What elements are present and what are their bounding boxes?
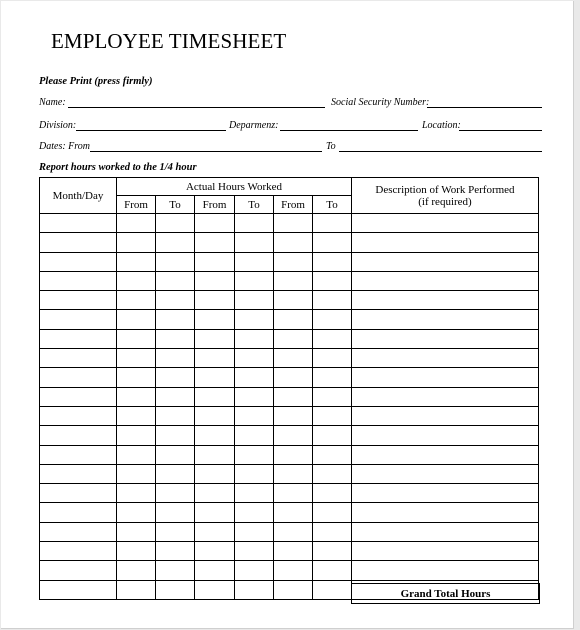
dates-from-field[interactable] (90, 151, 322, 152)
timesheet-body (40, 214, 539, 600)
description-cell[interactable] (352, 503, 539, 522)
month-day-header: Month/Day (40, 178, 117, 214)
to-cell-3[interactable] (313, 484, 352, 503)
month-day-cell[interactable] (40, 310, 117, 329)
to-header-1: To (156, 196, 195, 214)
from-cell-3[interactable] (274, 291, 313, 310)
from-cell-2[interactable] (195, 503, 235, 522)
to-cell-1[interactable] (156, 233, 195, 252)
to-cell-1[interactable] (156, 214, 195, 233)
to-cell-2[interactable] (235, 368, 274, 387)
from-cell-1[interactable] (117, 464, 156, 483)
to-cell-3[interactable] (313, 503, 352, 522)
to-cell-2[interactable] (235, 214, 274, 233)
to-cell-3[interactable] (313, 464, 352, 483)
month-day-cell[interactable] (40, 426, 117, 445)
from-cell-2[interactable] (195, 368, 235, 387)
from-cell-1[interactable] (117, 580, 156, 599)
description-cell[interactable] (352, 522, 539, 541)
from-cell-1[interactable] (117, 349, 156, 368)
timesheet-page (1, 1, 574, 629)
to-cell-2[interactable] (235, 464, 274, 483)
from-cell-3[interactable] (274, 406, 313, 425)
from-header-2: From (195, 196, 235, 214)
to-cell-3[interactable] (313, 580, 352, 599)
to-cell-1[interactable] (156, 368, 195, 387)
description-cell[interactable] (352, 445, 539, 464)
from-header-1: From (117, 196, 156, 214)
to-header-3: To (313, 196, 352, 214)
table-row (40, 271, 539, 290)
to-cell-1[interactable] (156, 271, 195, 290)
from-cell-3[interactable] (274, 484, 313, 503)
table-row (40, 329, 539, 348)
to-cell-2[interactable] (235, 349, 274, 368)
name-label: Name: (39, 97, 66, 108)
department-field[interactable] (280, 130, 418, 131)
to-cell-2[interactable] (235, 522, 274, 541)
description-cell[interactable] (352, 484, 539, 503)
to-cell-2[interactable] (235, 291, 274, 310)
grand-total-box: Grand Total Hours (351, 583, 540, 604)
from-cell-2[interactable] (195, 310, 235, 329)
from-cell-3[interactable] (274, 310, 313, 329)
to-cell-3[interactable] (313, 522, 352, 541)
location-field[interactable] (459, 130, 542, 131)
from-cell-1[interactable] (117, 291, 156, 310)
month-day-cell[interactable] (40, 445, 117, 464)
description-cell[interactable] (352, 542, 539, 561)
from-cell-3[interactable] (274, 503, 313, 522)
from-cell-1[interactable] (117, 387, 156, 406)
description-cell[interactable] (352, 252, 539, 271)
month-day-cell[interactable] (40, 214, 117, 233)
to-cell-2[interactable] (235, 503, 274, 522)
from-cell-2[interactable] (195, 406, 235, 425)
to-cell-2[interactable] (235, 542, 274, 561)
to-cell-1[interactable] (156, 406, 195, 425)
from-cell-2[interactable] (195, 291, 235, 310)
to-cell-3[interactable] (313, 445, 352, 464)
description-cell[interactable] (352, 387, 539, 406)
division-label: Division: (39, 120, 77, 131)
description-cell[interactable] (352, 233, 539, 252)
to-cell-1[interactable] (156, 310, 195, 329)
to-header-2: To (235, 196, 274, 214)
table-row (40, 542, 539, 561)
from-cell-1[interactable] (117, 214, 156, 233)
month-day-cell[interactable] (40, 484, 117, 503)
to-cell-3[interactable] (313, 329, 352, 348)
month-day-cell[interactable] (40, 542, 117, 561)
month-day-cell[interactable] (40, 233, 117, 252)
to-cell-3[interactable] (313, 542, 352, 561)
from-cell-1[interactable] (117, 445, 156, 464)
from-cell-3[interactable] (274, 252, 313, 271)
to-cell-1[interactable] (156, 349, 195, 368)
month-day-cell[interactable] (40, 329, 117, 348)
description-cell[interactable] (352, 406, 539, 425)
to-cell-3[interactable] (313, 349, 352, 368)
description-cell[interactable] (352, 329, 539, 348)
table-row (40, 252, 539, 271)
from-cell-1[interactable] (117, 271, 156, 290)
to-cell-2[interactable] (235, 445, 274, 464)
from-cell-2[interactable] (195, 522, 235, 541)
from-cell-3[interactable] (274, 561, 313, 580)
from-cell-1[interactable] (117, 542, 156, 561)
to-cell-1[interactable] (156, 542, 195, 561)
from-cell-3[interactable] (274, 464, 313, 483)
to-cell-1[interactable] (156, 329, 195, 348)
to-cell-1[interactable] (156, 426, 195, 445)
from-cell-3[interactable] (274, 426, 313, 445)
from-cell-2[interactable] (195, 426, 235, 445)
dates-from-label: Dates: From (39, 141, 91, 152)
to-cell-3[interactable] (313, 368, 352, 387)
from-cell-3[interactable] (274, 387, 313, 406)
ssn-field[interactable] (427, 107, 542, 108)
month-day-cell[interactable] (40, 291, 117, 310)
from-cell-2[interactable] (195, 214, 235, 233)
description-header-line2: (if required) (418, 195, 472, 208)
month-day-cell[interactable] (40, 561, 117, 580)
to-cell-3[interactable] (313, 291, 352, 310)
from-cell-1[interactable] (117, 522, 156, 541)
from-cell-2[interactable] (195, 542, 235, 561)
to-cell-3[interactable] (313, 271, 352, 290)
description-cell[interactable] (352, 349, 539, 368)
table-row (40, 310, 539, 329)
table-row (40, 214, 539, 233)
from-cell-1[interactable] (117, 561, 156, 580)
from-cell-2[interactable] (195, 271, 235, 290)
from-cell-1[interactable] (117, 503, 156, 522)
table-row (40, 233, 539, 252)
description-header-line1: Description of Work Performed (375, 183, 515, 196)
to-cell-2[interactable] (235, 561, 274, 580)
from-cell-3[interactable] (274, 329, 313, 348)
description-cell[interactable] (352, 561, 539, 580)
table-row (40, 445, 539, 464)
to-cell-3[interactable] (313, 406, 352, 425)
to-cell-3[interactable] (313, 233, 352, 252)
description-cell[interactable] (352, 426, 539, 445)
to-cell-3[interactable] (313, 426, 352, 445)
month-day-cell[interactable] (40, 522, 117, 541)
to-cell-2[interactable] (235, 271, 274, 290)
table-row (40, 368, 539, 387)
month-day-cell[interactable] (40, 387, 117, 406)
from-cell-2[interactable] (195, 484, 235, 503)
from-cell-3[interactable] (274, 522, 313, 541)
to-cell-2[interactable] (235, 329, 274, 348)
table-row (40, 387, 539, 406)
ssn-label: Social Security Number: (331, 97, 430, 108)
to-cell-1[interactable] (156, 484, 195, 503)
table-row (40, 291, 539, 310)
from-cell-1[interactable] (117, 368, 156, 387)
division-field[interactable] (76, 130, 226, 131)
month-day-cell[interactable] (40, 271, 117, 290)
from-cell-1[interactable] (117, 252, 156, 271)
table-row (40, 464, 539, 483)
from-cell-3[interactable] (274, 368, 313, 387)
to-cell-3[interactable] (313, 252, 352, 271)
timesheet-table (39, 177, 539, 600)
to-cell-2[interactable] (235, 310, 274, 329)
from-cell-1[interactable] (117, 310, 156, 329)
from-cell-2[interactable] (195, 252, 235, 271)
from-cell-1[interactable] (117, 233, 156, 252)
to-cell-2[interactable] (235, 233, 274, 252)
to-cell-1[interactable] (156, 561, 195, 580)
month-day-cell[interactable] (40, 580, 117, 599)
from-cell-2[interactable] (195, 580, 235, 599)
to-cell-2[interactable] (235, 580, 274, 599)
description-cell[interactable] (352, 271, 539, 290)
month-day-cell[interactable] (40, 252, 117, 271)
table-row (40, 503, 539, 522)
table-row (40, 349, 539, 368)
to-cell-1[interactable] (156, 503, 195, 522)
to-cell-2[interactable] (235, 406, 274, 425)
actual-hours-header: Actual Hours Worked (117, 178, 352, 196)
month-day-cell[interactable] (40, 464, 117, 483)
table-row (40, 406, 539, 425)
from-cell-3[interactable] (274, 349, 313, 368)
dates-to-field[interactable] (339, 151, 542, 152)
to-cell-1[interactable] (156, 291, 195, 310)
table-row (40, 484, 539, 503)
name-field[interactable] (68, 107, 325, 108)
from-cell-1[interactable] (117, 484, 156, 503)
description-cell[interactable] (352, 368, 539, 387)
location-label: Location: (422, 120, 461, 131)
to-cell-2[interactable] (235, 387, 274, 406)
table-row (40, 522, 539, 541)
to-cell-1[interactable] (156, 387, 195, 406)
print-instruction: Please Print (press firmly) (39, 76, 153, 87)
to-cell-2[interactable] (235, 426, 274, 445)
from-cell-2[interactable] (195, 233, 235, 252)
to-cell-2[interactable] (235, 484, 274, 503)
to-cell-1[interactable] (156, 445, 195, 464)
description-header (352, 178, 539, 214)
from-cell-2[interactable] (195, 561, 235, 580)
to-cell-1[interactable] (156, 580, 195, 599)
from-cell-3[interactable] (274, 445, 313, 464)
from-cell-2[interactable] (195, 329, 235, 348)
from-cell-2[interactable] (195, 464, 235, 483)
description-cell[interactable] (352, 464, 539, 483)
dates-to-label: To (326, 141, 336, 152)
from-cell-2[interactable] (195, 387, 235, 406)
from-cell-1[interactable] (117, 329, 156, 348)
month-day-cell[interactable] (40, 503, 117, 522)
from-cell-3[interactable] (274, 214, 313, 233)
month-day-cell[interactable] (40, 368, 117, 387)
month-day-cell[interactable] (40, 406, 117, 425)
table-row (40, 426, 539, 445)
from-cell-1[interactable] (117, 406, 156, 425)
from-cell-2[interactable] (195, 349, 235, 368)
from-cell-2[interactable] (195, 445, 235, 464)
to-cell-3[interactable] (313, 561, 352, 580)
from-cell-3[interactable] (274, 233, 313, 252)
from-cell-1[interactable] (117, 426, 156, 445)
from-cell-3[interactable] (274, 542, 313, 561)
from-header-3: From (274, 196, 313, 214)
to-cell-1[interactable] (156, 464, 195, 483)
to-cell-1[interactable] (156, 522, 195, 541)
to-cell-3[interactable] (313, 387, 352, 406)
description-cell[interactable] (352, 291, 539, 310)
page-title: EMPLOYEE TIMESHEET (51, 29, 287, 53)
department-label: Deparmenz: (229, 120, 279, 131)
month-day-cell[interactable] (40, 349, 117, 368)
from-cell-3[interactable] (274, 271, 313, 290)
to-cell-1[interactable] (156, 252, 195, 271)
description-cell[interactable] (352, 310, 539, 329)
from-cell-3[interactable] (274, 580, 313, 599)
to-cell-3[interactable] (313, 310, 352, 329)
description-cell[interactable] (352, 214, 539, 233)
to-cell-3[interactable] (313, 214, 352, 233)
to-cell-2[interactable] (235, 252, 274, 271)
report-hours-note: Report hours worked to the 1/4 hour (39, 162, 197, 173)
table-row (40, 561, 539, 580)
